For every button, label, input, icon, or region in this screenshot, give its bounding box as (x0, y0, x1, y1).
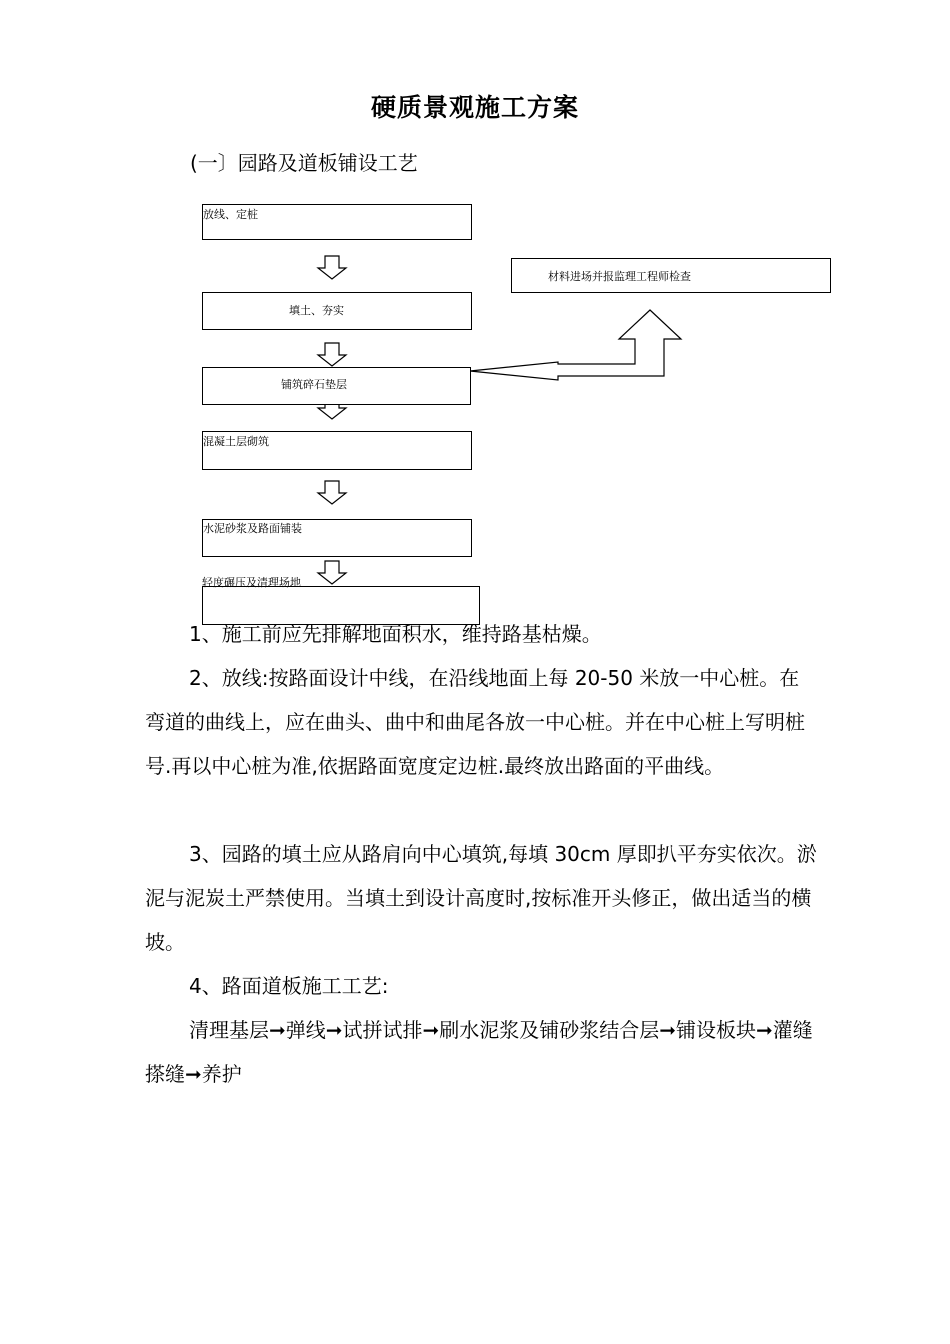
paragraph-4: 4、路面道板施工工艺: (189, 974, 389, 998)
section-heading: (一〕园路及道板铺设工艺 (190, 151, 418, 175)
material-inspection-box (511, 258, 831, 293)
down-arrow-icon (318, 561, 346, 584)
flow-step-fill-compact (202, 292, 472, 330)
flow-step-label: 水泥砂浆及路面铺装 (203, 522, 302, 535)
flow-step-mortar-paving (202, 519, 472, 557)
flow-step-compaction-cleanup: 轻度碾压及清理场地 (202, 576, 301, 589)
page-title: 硬质景观施工方案 (370, 93, 579, 122)
flow-step-concrete (202, 431, 472, 470)
flowchart-arrows (0, 0, 950, 640)
material-inspection-label: 材料进场并报监理工程师检查 (548, 270, 691, 283)
paragraph-1: 1、施工前应先排解地面积水，维持路基枯燥。 (189, 622, 602, 646)
flow-step-label: 混凝土层砌筑 (203, 435, 269, 448)
down-arrow-icon (318, 256, 346, 279)
paragraph-process-sequence: 清理基层➞弹线➞试拼试排➞刷水泥浆及铺砂浆结合层➞铺设板块➞灌缝搽缝➞养护 (145, 1018, 813, 1086)
down-arrow-icon (318, 481, 346, 504)
feedback-arrow-icon (470, 310, 681, 380)
flow-step-label: 铺筑碎石垫层 (281, 378, 347, 391)
paragraph-2: 2、放线:按路面设计中线，在沿线地面上每 20-50 米放一中心桩。在弯道的曲线上，应在曲头、曲中和曲尾各放一中心桩。并在中心桩上写明桩号.再以中心桩为准,依据路面宽度定边桩.最终放出路面的平曲线。 (145, 666, 805, 778)
flow-step-label: 放线、定桩 (203, 208, 258, 221)
flow-step-gravel-base (202, 367, 471, 405)
flow-step-label: 填土、夯实 (289, 304, 344, 317)
down-arrow-icon (318, 343, 346, 366)
paragraph-3: 3、园路的填土应从路肩向中心填筑,每填 30cm 厚即扒平夯实依次。淤泥与泥炭土严禁使用。当填土到设计高度时,按标准开头修正，做出适当的横坡。 (145, 842, 817, 954)
flow-step-stake-out (202, 204, 472, 240)
